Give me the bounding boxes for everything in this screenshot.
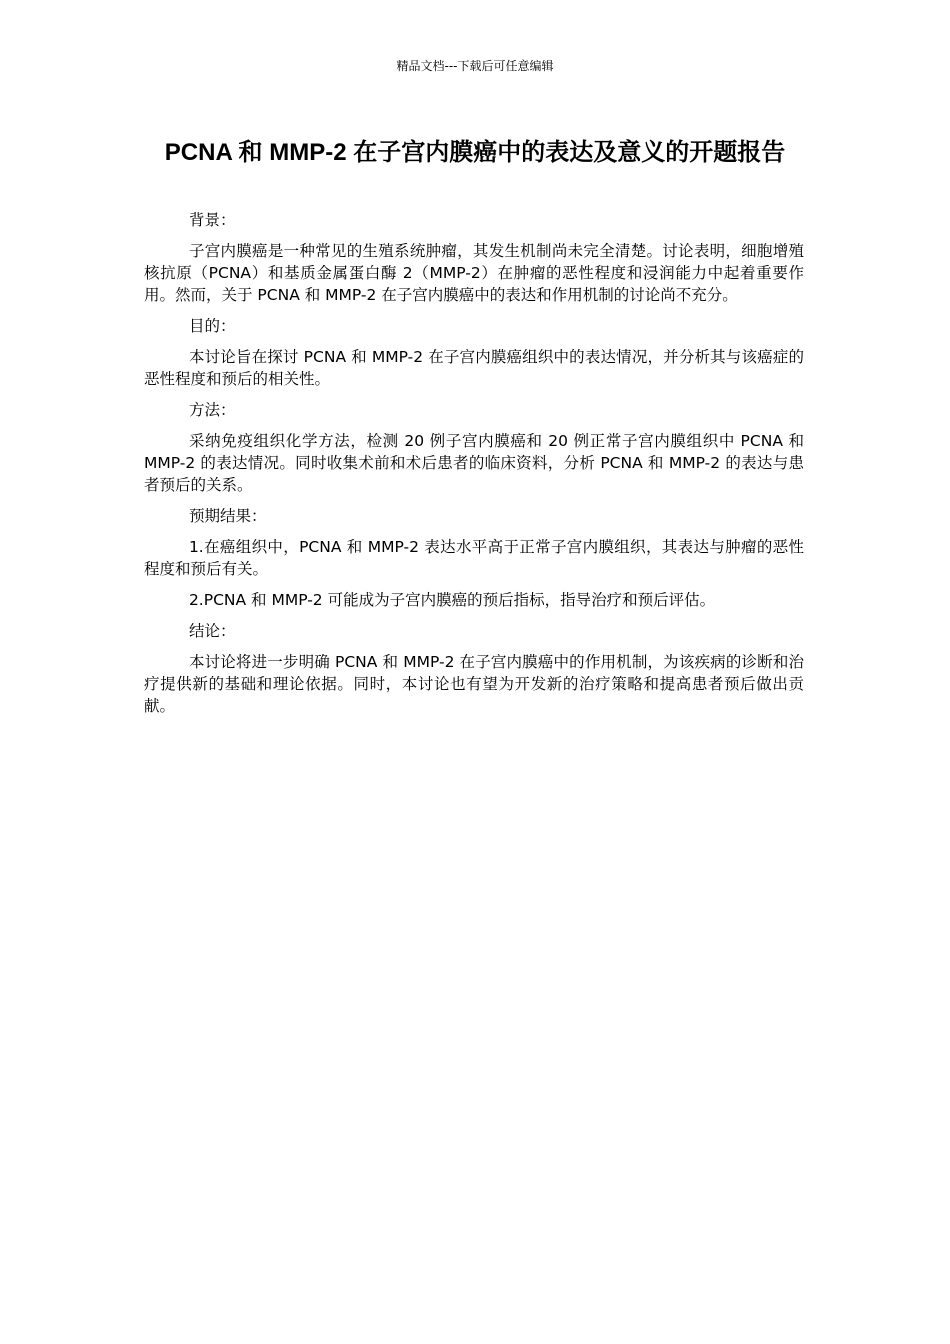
- header-note: 精品文档---下载后可任意编辑: [396, 59, 554, 73]
- section-heading: 预期结果：: [188, 507, 267, 525]
- paragraph: 1.在癌组织中，PCNA 和 MMP-2 表达水平高于正常子宫内膜组织，其表达与肿瘤的恶性程度和预后有关。: [144, 538, 804, 578]
- paragraph: 采纳免疫组织化学方法，检测 20 例子宫内膜癌和 20 例正常子宫内膜组织中 PCNA 和 MMP-2 的表达情况。同时收集术前和术后患者的临床资料，分析 PCNA 和 MMP-2 的表达与患者预后的关系。: [144, 432, 804, 494]
- section-heading: 背景：: [188, 211, 236, 229]
- paragraph: 2.PCNA 和 MMP-2 可能成为子宫内膜癌的预后指标，指导治疗和预后评估。: [188, 591, 716, 609]
- document-body: [144, 209, 804, 726]
- section-heading: 方法：: [188, 401, 236, 419]
- paragraph: 子宫内膜癌是一种常见的生殖系统肿瘤，其发生机制尚未完全清楚。讨论表明，细胞增殖核抗原（PCNA）和基质金属蛋白酶 2（MMP-2）在肿瘤的恶性程度和浸润能力中起着重要作用。然而，关于 PCNA 和 MMP-2 在子宫内膜癌中的表达和作用机制的讨论尚不充分。: [144, 242, 804, 304]
- section-expected-results: [144, 505, 804, 611]
- section-heading: 结论：: [188, 622, 236, 640]
- section-objective: [144, 315, 804, 390]
- paragraph: 本讨论旨在探讨 PCNA 和 MMP-2 在子宫内膜癌组织中的表达情况，并分析其与该癌症的恶性程度和预后的相关性。: [144, 348, 804, 388]
- section-background: [144, 209, 804, 306]
- section-methods: [144, 399, 804, 496]
- document-title: PCNA 和 MMP-2 在子宫内膜癌中的表达及意义的开题报告: [164, 139, 786, 166]
- section-conclusion: [144, 620, 804, 717]
- paragraph: 本讨论将进一步明确 PCNA 和 MMP-2 在子宫内膜癌中的作用机制，为该疾病的诊断和治疗提供新的基础和理论依据。同时，本讨论也有望为开发新的治疗策略和提高患者预后做出贡献。: [144, 653, 804, 715]
- section-heading: 目的：: [188, 317, 236, 335]
